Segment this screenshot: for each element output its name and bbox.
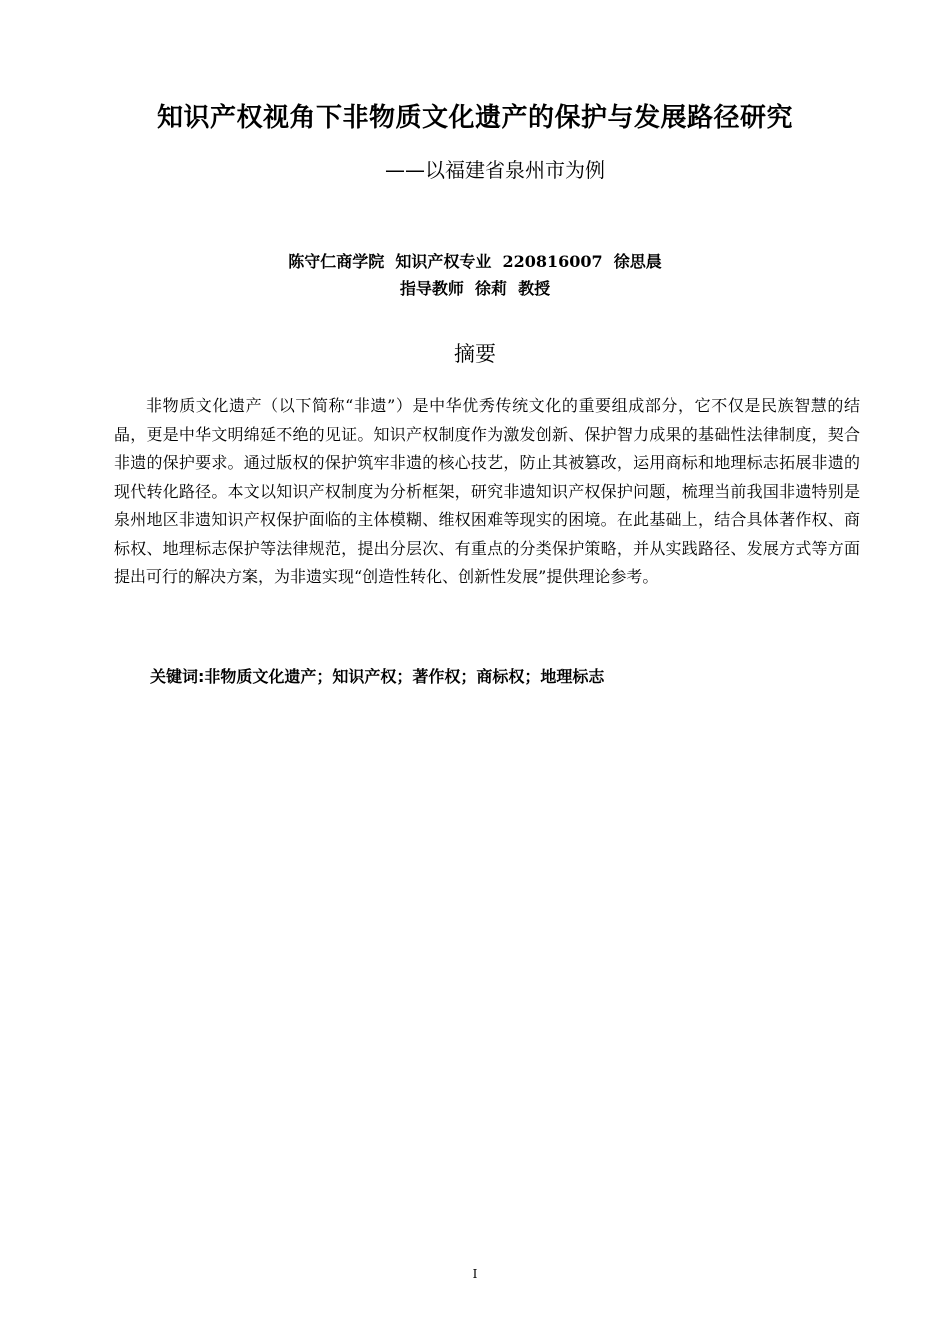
advisor-info: 指导教师 徐莉 教授 bbox=[399, 279, 551, 298]
abstract-heading: 摘要 bbox=[454, 342, 496, 366]
paper-subtitle: ——以福建省泉州市为例 bbox=[385, 158, 605, 182]
author-info: 陈守仁商学院 知识产权专业 220816007 徐思晨 bbox=[288, 252, 662, 271]
page-number: I bbox=[472, 1267, 478, 1281]
abstract-text: 非物质文化遗产（以下简称“非遗”）是中华优秀传统文化的重要组成部分，它不仅是民族智慧的结晶，更是中华文明绵延不绝的见证。知识产权制度作为激发创新、保护智力成果的基础性法律制度，契合非遗的保护要求。通过版权的保护筑牢非遗的核心技艺，防止其被篡改，运用商标和地理标志拓展非遗的现代转化路径。本文以知识产权制度为分析框架，研究非遗知识产权保护问题，梳理当前我国非遗特别是泉州地区非遗知识产权保护面临的主体模糊、维权困难等现实的困境。在此基础上，结合具体著作权、商标权、地理标志保护等法律规范，提出分层次、有重点的分类保护策略，并从实践路径、发展方式等方面提出可行的解决方案，为非遗实现“创造性转化、创新性发展”提供理论参考。 bbox=[114, 396, 860, 586]
keywords-line: 关键词:非物质文化遗产；知识产权；著作权；商标权；地理标志 bbox=[150, 667, 605, 686]
paper-title: 知识产权视角下非物质文化遗产的保护与发展路径研究 bbox=[156, 103, 793, 133]
